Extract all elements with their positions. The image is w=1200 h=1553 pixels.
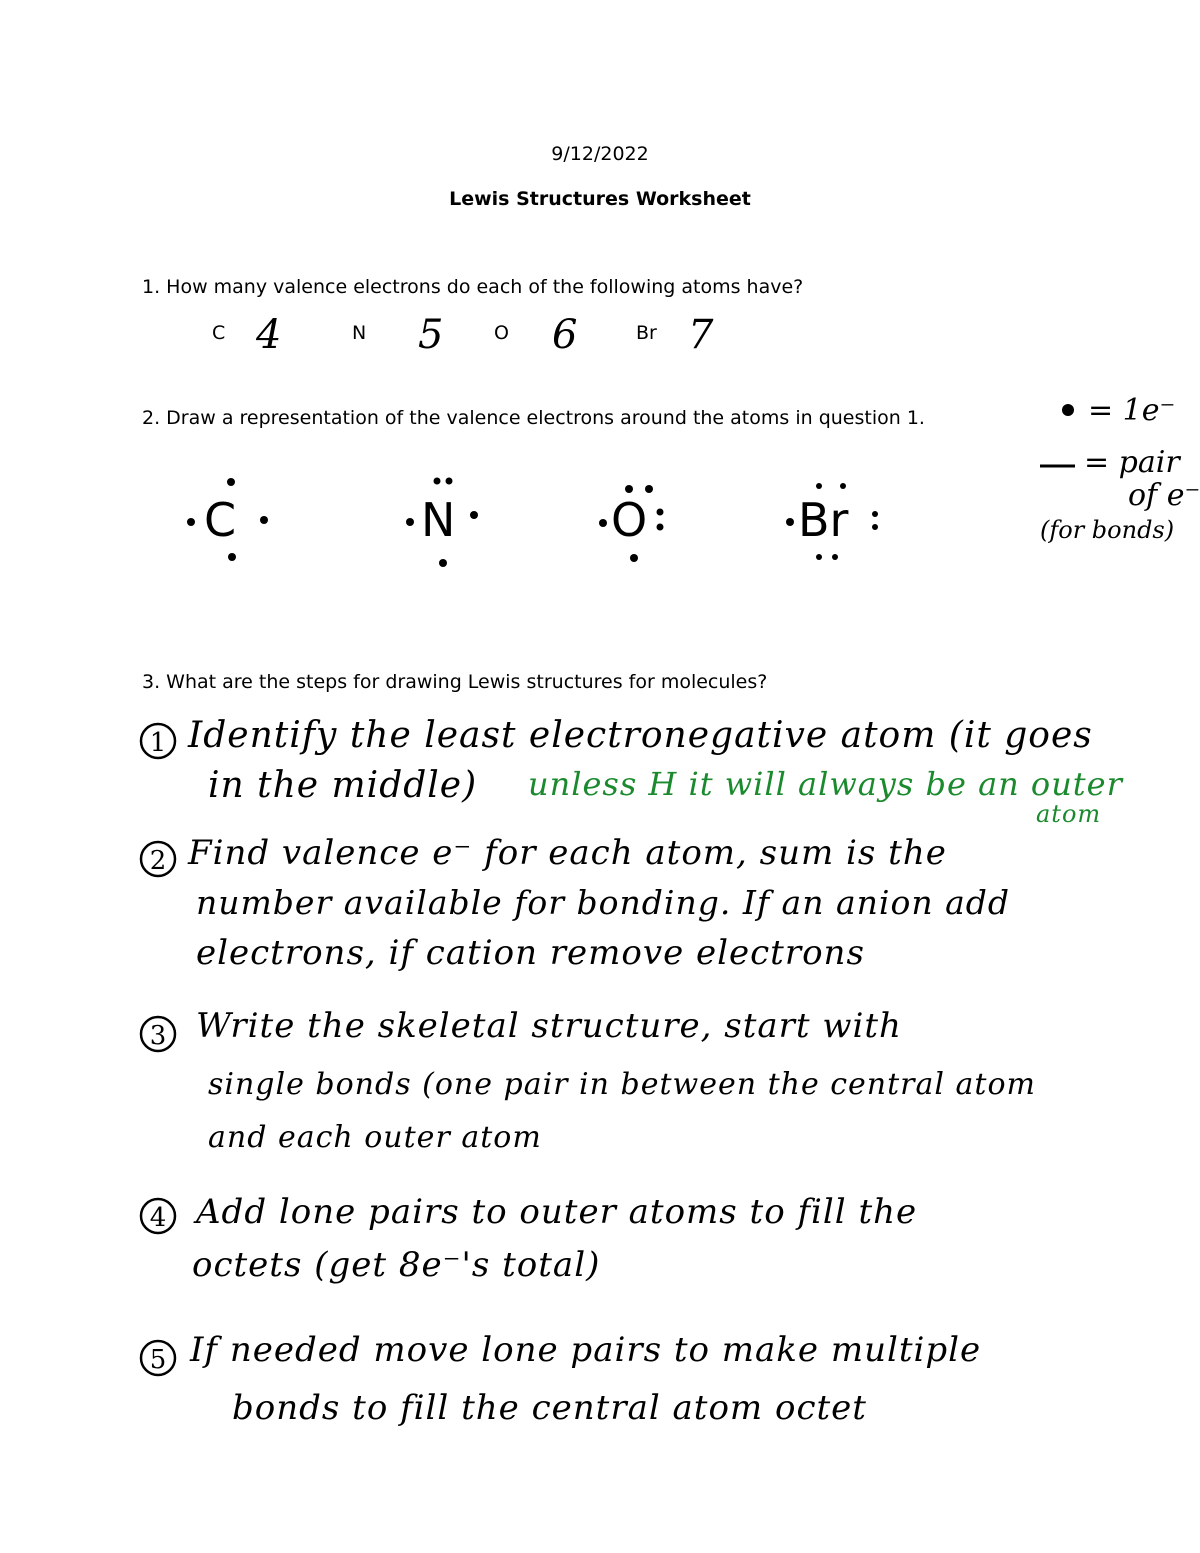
worksheet-title: Lewis Structures Worksheet bbox=[449, 188, 751, 210]
electron-legend bbox=[1040, 393, 1200, 544]
electron-dot bbox=[816, 554, 822, 560]
step-number: 2 bbox=[149, 846, 167, 876]
lewis-diagram-c bbox=[187, 478, 268, 561]
electron-dot bbox=[434, 478, 441, 485]
step-5-line-1: If needed move lone pairs to make multiple bbox=[190, 1330, 982, 1370]
question-3-prompt: 3. What are the steps for drawing Lewis structures for molecules? bbox=[142, 671, 768, 693]
legend-line-meaning-2: of e⁻ bbox=[1128, 478, 1200, 513]
electron-dot bbox=[625, 485, 633, 493]
lewis-symbol-n: N bbox=[421, 493, 456, 547]
step-3-line-3: and each outer atom bbox=[208, 1120, 542, 1155]
question-2-prompt: 2. Draw a representation of the valence electrons around the atoms in question 1. bbox=[142, 407, 925, 429]
electron-dot bbox=[645, 485, 653, 493]
electron-dot bbox=[446, 478, 453, 485]
step-4-line-2: octets (get 8e⁻'s total) bbox=[192, 1245, 601, 1285]
step-1-line-1: Identify the least electronegative atom (it goes bbox=[188, 715, 1093, 756]
legend-line-meaning-3: (for bonds) bbox=[1040, 516, 1175, 544]
electron-dot bbox=[187, 518, 195, 526]
step-2-line-3: electrons, if cation remove electrons bbox=[196, 933, 865, 973]
step-number: 4 bbox=[149, 1203, 167, 1233]
step-4-line-1: Add lone pairs to outer atoms to fill the bbox=[196, 1192, 918, 1232]
worksheet-date: 9/12/2022 bbox=[551, 143, 649, 165]
step-1-line-2: in the middle) bbox=[208, 765, 478, 806]
electron-dot bbox=[630, 554, 638, 562]
electron-dot bbox=[816, 483, 822, 489]
lewis-symbol-o: O bbox=[611, 493, 648, 547]
electron-dot bbox=[657, 524, 664, 531]
lewis-diagram-o bbox=[599, 485, 664, 562]
step-5-line-2: bonds to fill the central atom octet bbox=[232, 1388, 867, 1428]
step-1-green-note-2: atom bbox=[1036, 800, 1102, 828]
electron-dot bbox=[657, 509, 664, 516]
step-number: 3 bbox=[149, 1021, 167, 1051]
legend-dot-icon bbox=[1062, 404, 1074, 416]
answer-c: 4 bbox=[256, 312, 282, 358]
step-2-line-1: Find valence e⁻ for each atom, sum is the bbox=[188, 833, 947, 873]
lewis-symbol-br: Br bbox=[798, 493, 849, 547]
lewis-symbol-c: C bbox=[204, 493, 237, 547]
electron-dot bbox=[872, 524, 878, 530]
step-2-line-2: number available for bonding. If an anion add bbox=[196, 883, 1010, 922]
answer-n: 5 bbox=[418, 312, 444, 358]
electron-dot bbox=[599, 519, 607, 527]
step-number: 1 bbox=[149, 728, 167, 758]
legend-line-meaning-1: = pair bbox=[1084, 445, 1180, 480]
electron-dot bbox=[786, 518, 794, 526]
atom-label-o: O bbox=[494, 322, 509, 344]
electron-dot bbox=[832, 554, 838, 560]
electron-dot bbox=[227, 478, 235, 486]
electron-dot bbox=[228, 553, 236, 561]
step-3-line-2: single bonds (one pair in between the central atom bbox=[208, 1067, 1036, 1102]
electron-dot bbox=[470, 511, 478, 519]
atom-label-c: C bbox=[212, 322, 226, 344]
answer-o: 6 bbox=[552, 312, 578, 358]
step-number: 5 bbox=[149, 1345, 167, 1375]
legend-dot-meaning: = 1e⁻ bbox=[1088, 393, 1176, 428]
question-1-prompt: 1. How many valence electrons do each of the following atoms have? bbox=[142, 276, 804, 298]
electron-dot bbox=[872, 511, 878, 517]
electron-dot bbox=[439, 559, 447, 567]
electron-dot bbox=[406, 518, 414, 526]
electron-dot bbox=[840, 483, 846, 489]
step-3-line-1: Write the skeletal structure, start with bbox=[196, 1006, 902, 1046]
lewis-diagram-n bbox=[406, 478, 478, 568]
lewis-diagram-br bbox=[786, 483, 878, 560]
atom-label-br: Br bbox=[636, 322, 657, 344]
atom-label-n: N bbox=[352, 322, 367, 344]
step-1-green-note: unless H it will always be an outer bbox=[528, 765, 1123, 803]
answer-br: 7 bbox=[688, 312, 714, 358]
electron-dot bbox=[260, 516, 268, 524]
